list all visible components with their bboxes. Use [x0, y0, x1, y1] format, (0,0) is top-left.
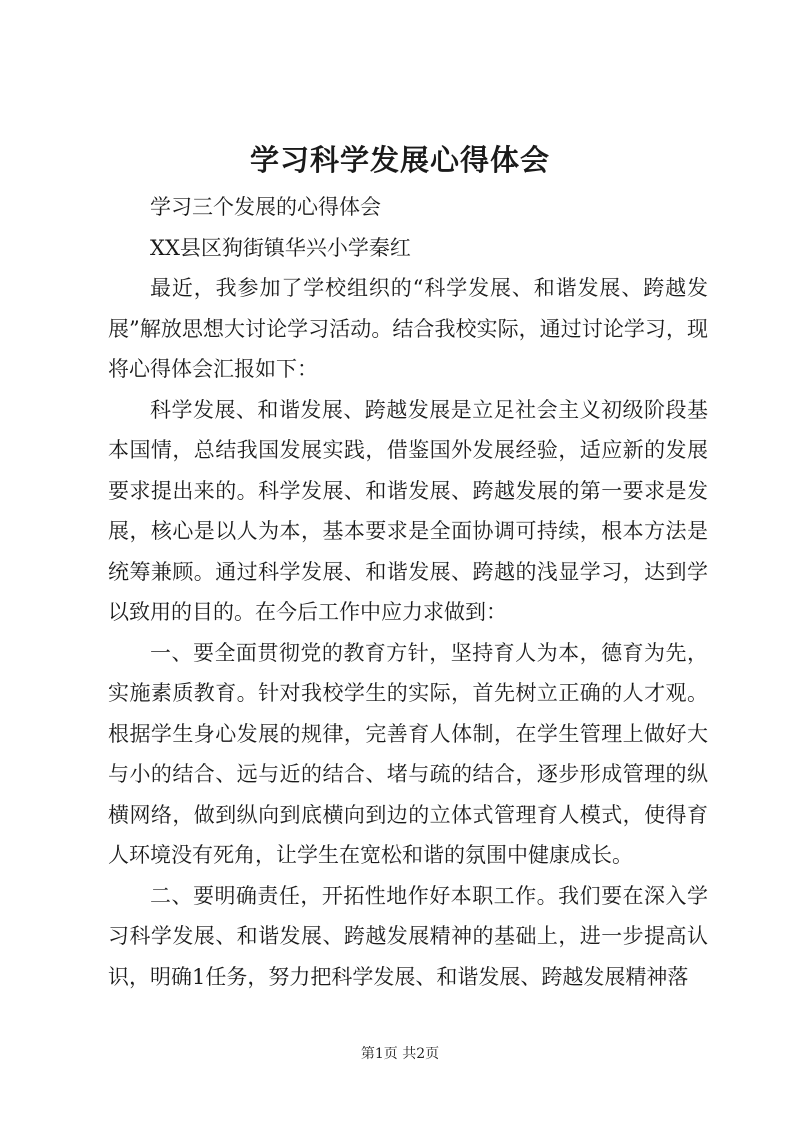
page-footer: 第1页 共2页	[360, 1046, 440, 1062]
subtitle-paragraph: 学习三个发展的心得体会	[150, 195, 381, 219]
document-body	[108, 187, 708, 997]
body-paragraph: 二、要明确责任，开拓性地作好本职工作。我们要在深入学习科学发展、和谐发展、跨越发展精神的基础上，进一步提高认识，明确1任务，努力把科学发展、和谐发展、跨越发展精神落	[108, 883, 708, 989]
document-title: 学习科学发展心得体会	[249, 143, 550, 177]
body-paragraph: 科学发展、和谐发展、跨越发展是立足社会主义初级阶段基本国情，总结我国发展实践，借鉴国外发展经验，适应新的发展要求提出来的。科学发展、和谐发展、跨越发展的第一要求是发展，核心是以人为本，基本要求是全面协调可持续，根本方法是统筹兼顾。通过科学发展、和谐发展、跨越的浅显学习，达到学以致用的目的。在今后工作中应力求做到：	[108, 397, 708, 624]
body-paragraph: 一、要全面贯彻党的教育方针，坚持育人为本，德育为先，实施素质教育。针对我校学生的实际，首先树立正确的人才观。根据学生身心发展的规律，完善育人体制，在学生管理上做好大与小的结合、远与近的结合、堵与疏的结合，逐步形成管理的纵横网络，做到纵向到底横向到边的立体式管理育人模式，使得育人环境没有死角，让学生在宽松和谐的氛围中健康成长。	[108, 640, 708, 867]
author-paragraph: XX县区狗街镇华兴小学秦红	[150, 235, 411, 260]
body-paragraph: 最近，我参加了学校组织的“科学发展、和谐发展、跨越发展”解放思想大讨论学习活动。结合我校实际，通过讨论学习，现将心得体会汇报如下：	[108, 276, 708, 381]
